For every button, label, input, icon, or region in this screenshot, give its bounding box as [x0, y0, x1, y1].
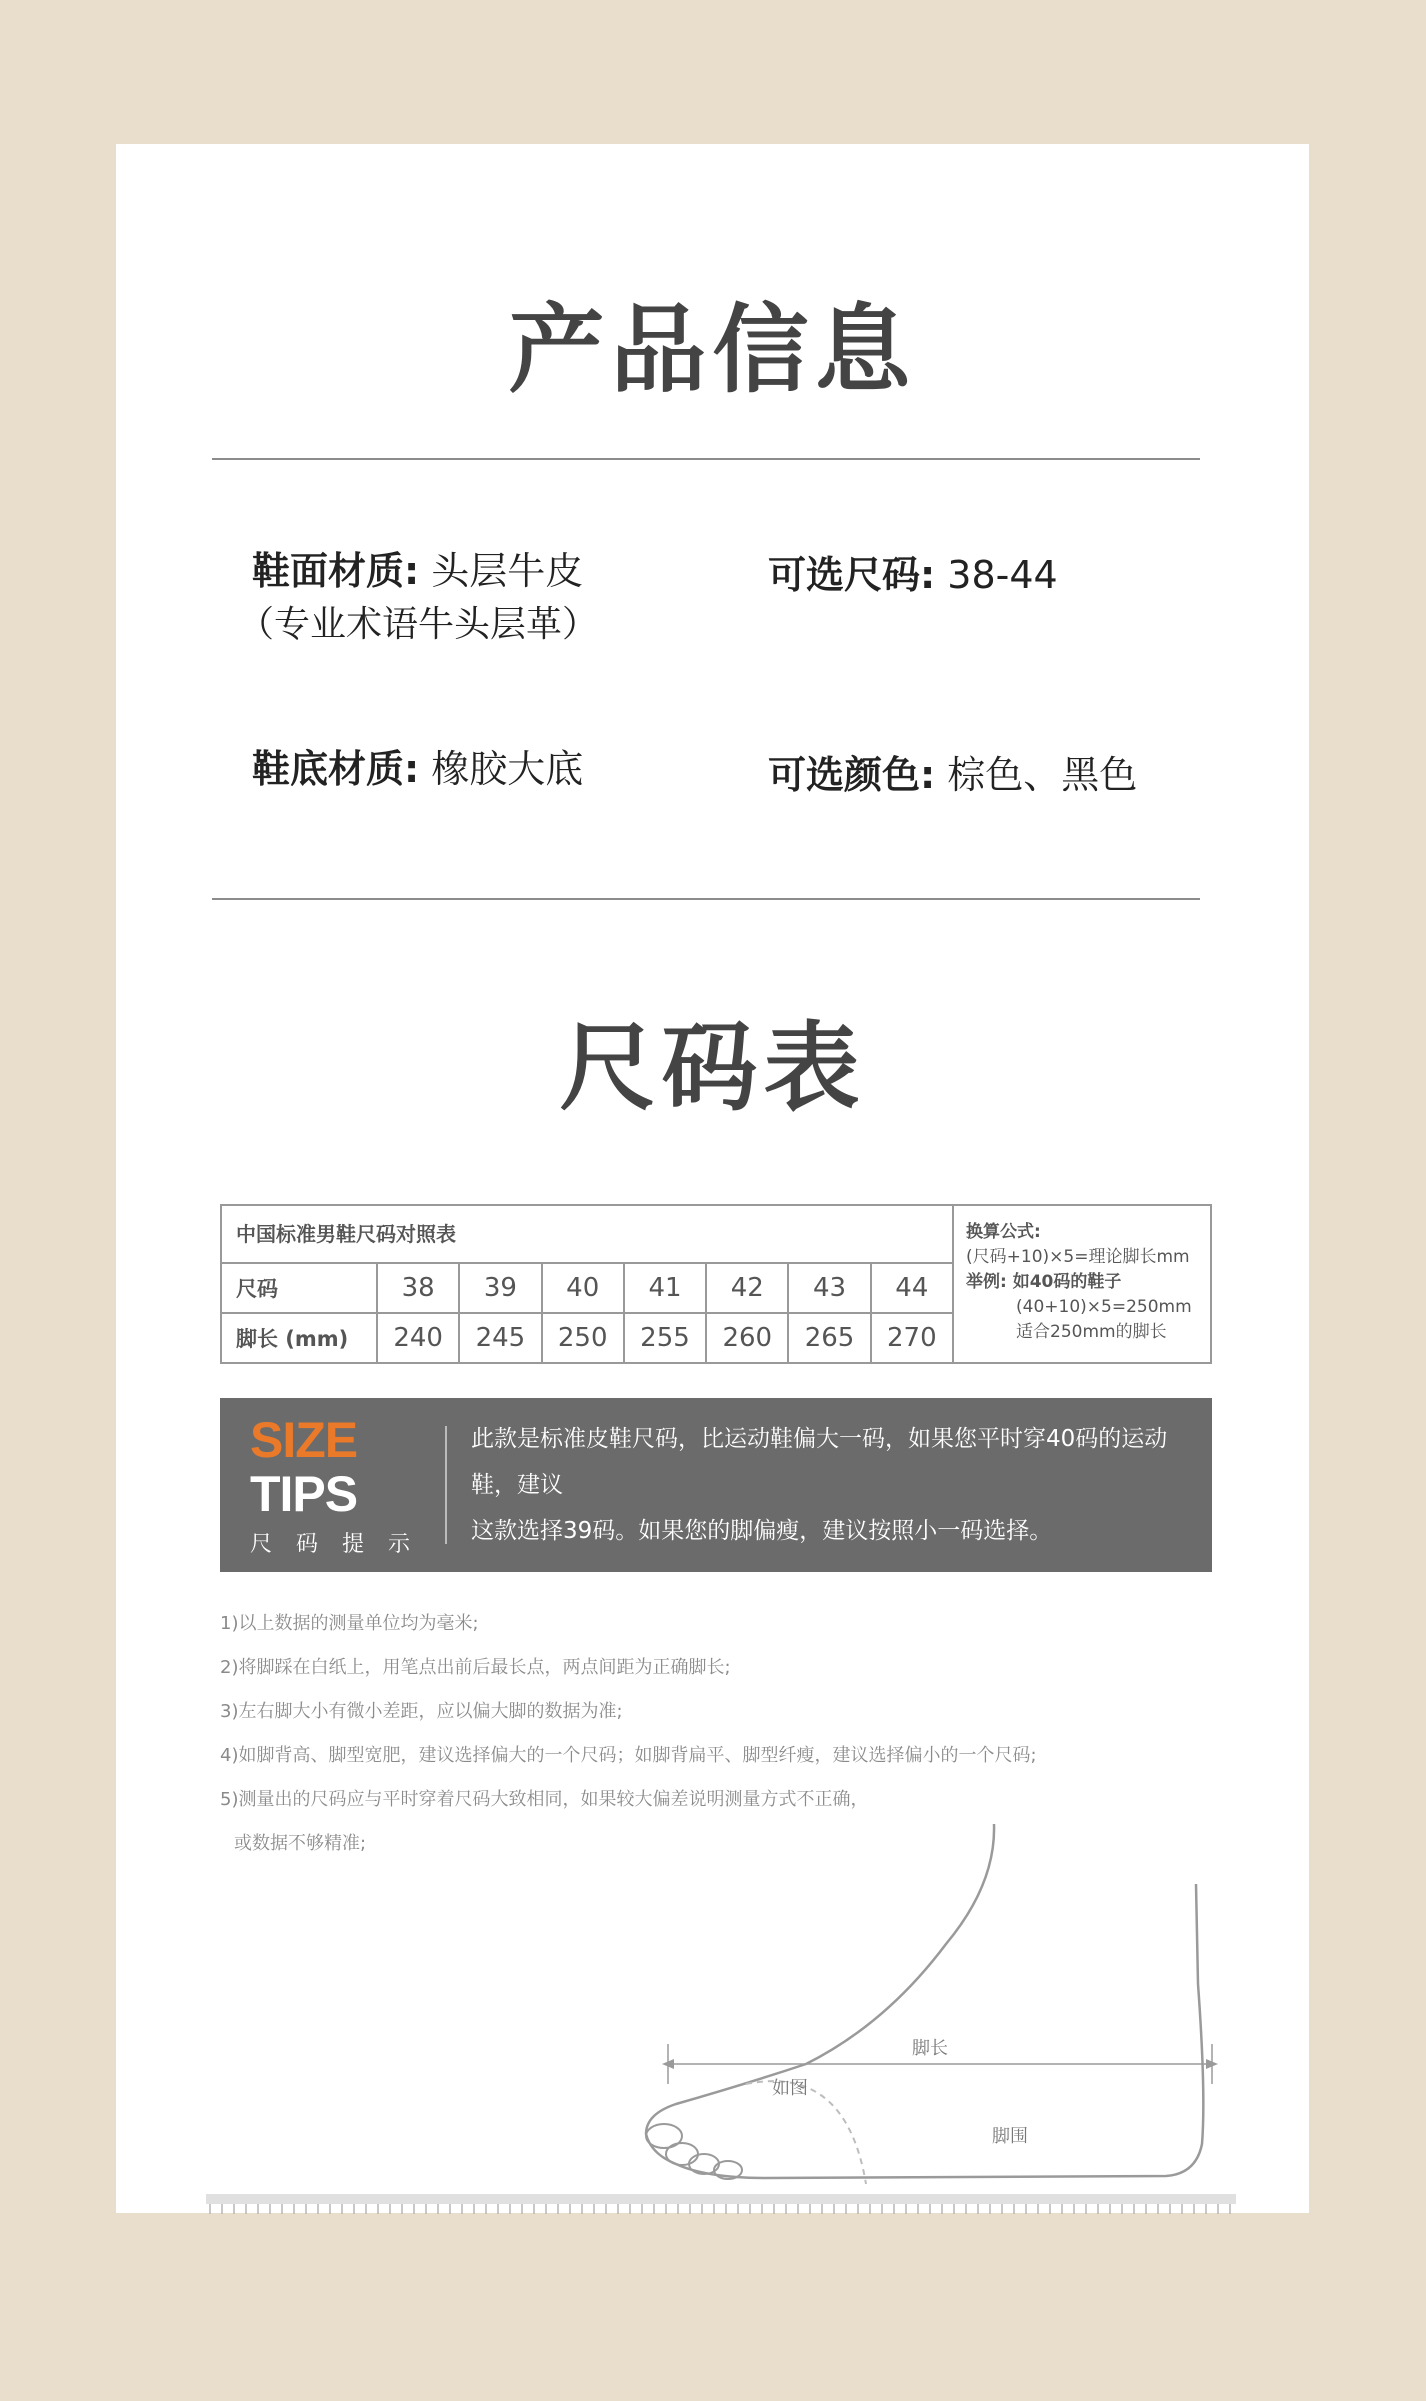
spec-sole-value: 橡胶大底	[431, 747, 584, 791]
spec-sole-key: 鞋底材质:	[252, 747, 420, 791]
size-table-caption: 中国标准男鞋尺码对照表	[222, 1206, 952, 1264]
size-cell: 43	[787, 1264, 869, 1312]
example-title: 举例: 如40码的鞋子	[966, 1272, 1122, 1292]
length-row	[222, 1312, 952, 1362]
size-tips-word-size: SIZE	[250, 1411, 358, 1468]
product-card	[116, 144, 1309, 2213]
spec-upper	[238, 544, 599, 652]
note-4: 4)如脚背高、脚型宽肥，建议选择偏大的一个尺码；如脚背扁平、脚型纤瘦，建议选择偏小的一个尺码;	[220, 1745, 1037, 1766]
size-cell: 40	[541, 1264, 623, 1312]
size-tips-subtitle: 尺码提示	[250, 1531, 435, 1557]
label-foot-girth: 脚围	[992, 2126, 1028, 2147]
size-tips-banner	[220, 1398, 1212, 1572]
note-5: 5)测量出的尺码应与平时穿着尺码大致相同，如果较大偏差说明测量方式不正确，	[220, 1789, 869, 1810]
size-table	[220, 1204, 1212, 1364]
note-1: 1)以上数据的测量单位均为毫米;	[220, 1613, 479, 1634]
length-cell: 260	[705, 1314, 787, 1362]
spec-upper-note: （专业术语牛头层革）	[238, 604, 599, 645]
size-row-label: 尺码	[222, 1264, 378, 1312]
formula-box	[954, 1206, 1210, 1362]
size-tips-line-1: 此款是标准皮鞋尺码，比运动鞋偏大一码，如果您平时穿40码的运动鞋，建议	[471, 1426, 1168, 1498]
spec-size-value: 38-44	[947, 553, 1058, 597]
size-tips-line-2: 这款选择39码。如果您的脚偏瘦，建议按照小一码选择。	[471, 1518, 1053, 1544]
spec-sole	[252, 742, 583, 796]
size-chart-title: 尺码表	[559, 1011, 866, 1124]
label-example: 如图	[772, 2078, 808, 2099]
size-tips-divider	[445, 1426, 447, 1544]
foot-outline	[646, 1824, 1203, 2178]
spec-upper-key: 鞋面材质:	[252, 549, 420, 593]
spec-color	[768, 748, 1137, 802]
size-cell: 44	[870, 1264, 952, 1312]
size-cell: 41	[623, 1264, 705, 1312]
length-cell: 240	[393, 1323, 443, 1353]
size-table-main	[222, 1206, 954, 1362]
note-5-cont: 或数据不够精准;	[234, 1833, 367, 1854]
length-cell: 245	[458, 1314, 540, 1362]
ruler-bar	[206, 2194, 1236, 2204]
formula-title: 换算公式:	[966, 1222, 1041, 1242]
length-cell: 255	[623, 1314, 705, 1362]
size-tips-word-tips: TIPS	[250, 1465, 358, 1522]
toe-shape	[666, 2143, 698, 2165]
example-note: 适合250mm的脚长	[1016, 1322, 1167, 1342]
ruler-ticks	[210, 2204, 1230, 2214]
size-cell: 38	[401, 1273, 435, 1303]
size-tips-text	[471, 1416, 1212, 1554]
spec-color-key: 可选颜色:	[768, 753, 936, 797]
example-calc: (40+10)×5=250mm	[1016, 1297, 1192, 1317]
note-3: 3)左右脚大小有微小差距，应以偏大脚的数据为准;	[220, 1701, 623, 1722]
length-cell: 270	[870, 1314, 952, 1362]
size-row	[222, 1264, 952, 1312]
spec-color-value: 棕色、黑色	[947, 753, 1138, 797]
foot-diagram-illustration	[206, 1724, 1246, 2214]
length-row-label: 脚长 (mm)	[222, 1314, 378, 1362]
formula-text: (尺码+10)×5=理论脚长mm	[966, 1247, 1190, 1267]
size-cell: 42	[705, 1264, 787, 1312]
spec-size	[768, 548, 1058, 602]
divider-top	[212, 458, 1200, 460]
size-tips-logo	[220, 1413, 445, 1558]
size-cell: 39	[458, 1264, 540, 1312]
length-cell: 265	[787, 1314, 869, 1362]
length-cell: 250	[541, 1314, 623, 1362]
spec-upper-value: 头层牛皮	[431, 549, 584, 593]
note-2: 2)将脚踩在白纸上，用笔点出前后最长点，两点间距为正确脚长;	[220, 1657, 731, 1678]
product-info-title: 产品信息	[508, 293, 917, 406]
divider-bottom	[212, 898, 1200, 900]
label-foot-length: 脚长	[912, 2038, 948, 2059]
spec-size-key: 可选尺码:	[768, 553, 936, 597]
